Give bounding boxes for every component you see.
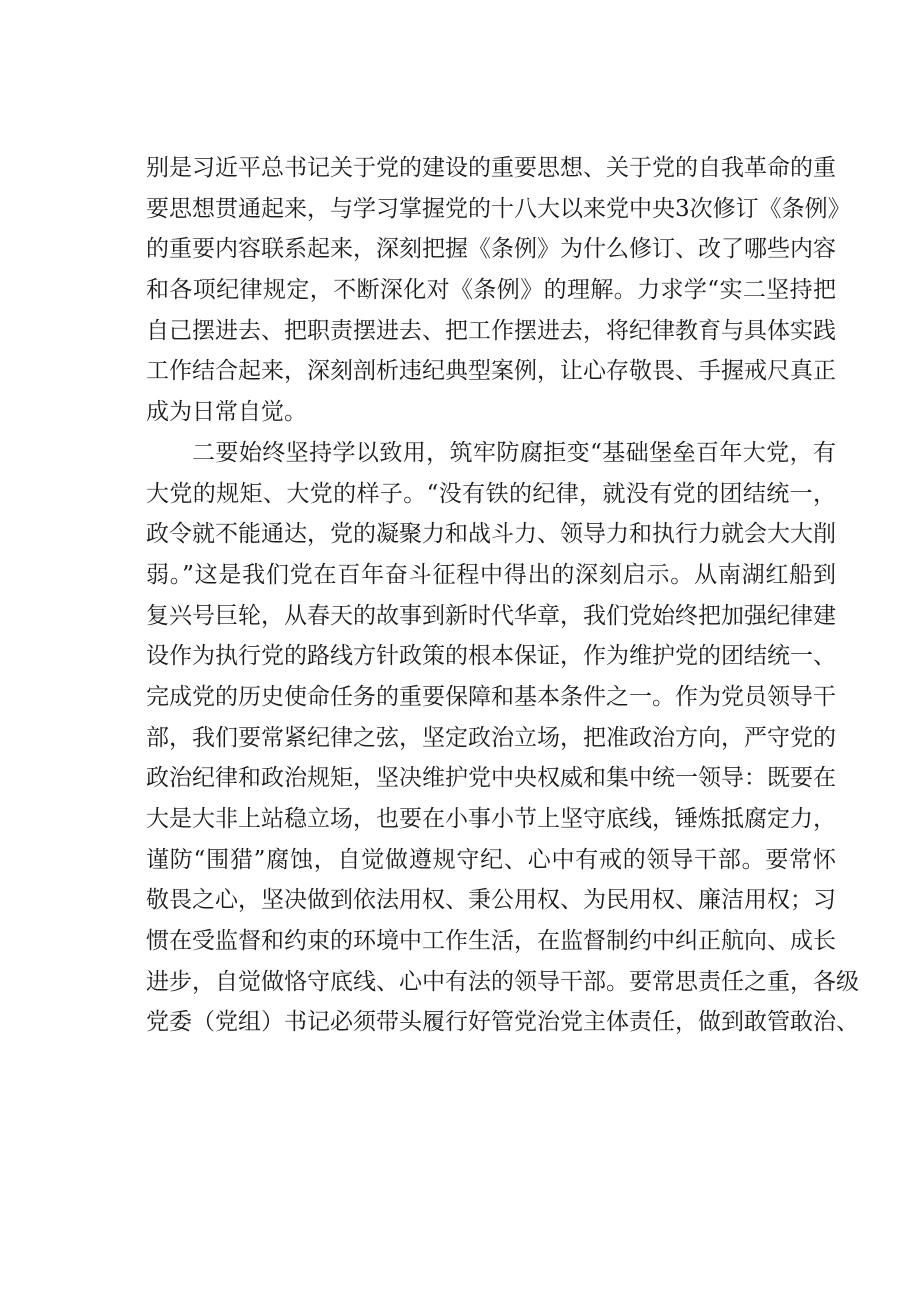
text-line: 弱。”这是我们党在百年奋斗征程中得出的深刻启示。从南湖红船到 bbox=[146, 561, 836, 588]
text-line: 大党的规矩、大党的样子。“没有铁的纪律，就没有党的团结统一， bbox=[146, 480, 836, 507]
document-body bbox=[146, 148, 859, 1043]
text-line: 政令就不能通达，党的凝聚力和战斗力、领导力和执行力就会大大削 bbox=[146, 521, 836, 548]
text-line: 二要始终坚持学以致用，筑牢防腐拒变“基础堡垒百年大党，有 bbox=[192, 439, 836, 466]
text-line: 惯在受监督和约束的环境中工作生活，在监督制约中纠正航向、成长 bbox=[146, 928, 836, 955]
paragraph-2 bbox=[146, 433, 859, 1043]
text-line: 政治纪律和政治规矩，坚决维护党中央权威和集中统一领导：既要在 bbox=[146, 765, 836, 792]
text-line: 党委（党组）书记必须带头履行好管党治党主体责任，做到敢管敢治、 bbox=[146, 1009, 859, 1036]
text-line: 完成党的历史使命任务的重要保障和基本条件之一。作为党员领导干 bbox=[146, 683, 836, 710]
paragraph-1 bbox=[146, 148, 851, 433]
text-line: 成为日常自觉。 bbox=[146, 399, 307, 426]
text-line: 进步，自觉做恪守底线、心中有法的领导干部。要常思责任之重，各级 bbox=[146, 968, 859, 995]
text-line: 的重要内容联系起来，深刻把握《条例》为什么修订、改了哪些内容 bbox=[146, 236, 836, 263]
text-line: 别是习近平总书记关于党的建设的重要思想、关于党的自我革命的重 bbox=[146, 155, 836, 181]
text-line: 和各项纪律规定，不断深化对《条例》的理解。力求学“实二坚持把 bbox=[146, 277, 836, 304]
text-line: 自己摆进去、把职责摆进去、把工作摆进去，将纪律教育与具体实践 bbox=[146, 317, 836, 344]
text-line: 设作为执行党的路线方针政策的根本保证，作为维护党的团结统一、 bbox=[146, 643, 836, 670]
text-line: 部，我们要常紧纪律之弦，坚定政治立场，把准政治方向，严守党的 bbox=[146, 724, 836, 751]
text-line: 谨防“围猎”腐蚀，自觉做遵规守纪、心中有戒的领导干部。要常怀 bbox=[146, 846, 836, 873]
text-line: 工作结合起来，深刻剖析违纪典型案例，让心存敬畏、手握戒尺真正 bbox=[146, 358, 836, 385]
text-line: 要思想贯通起来，与学习掌握党的十八大以来党中央3次修订《条例》 bbox=[146, 195, 851, 222]
text-line: 复兴号巨轮，从春天的故事到新时代华章，我们党始终把加强纪律建 bbox=[146, 602, 836, 629]
text-line: 敬畏之心，坚决做到依法用权、秉公用权、为民用权、廉洁用权；习 bbox=[146, 887, 836, 914]
text-line: 大是大非上站稳立场，也要在小事小节上坚守底线，锤炼抵腐定力， bbox=[146, 806, 836, 832]
